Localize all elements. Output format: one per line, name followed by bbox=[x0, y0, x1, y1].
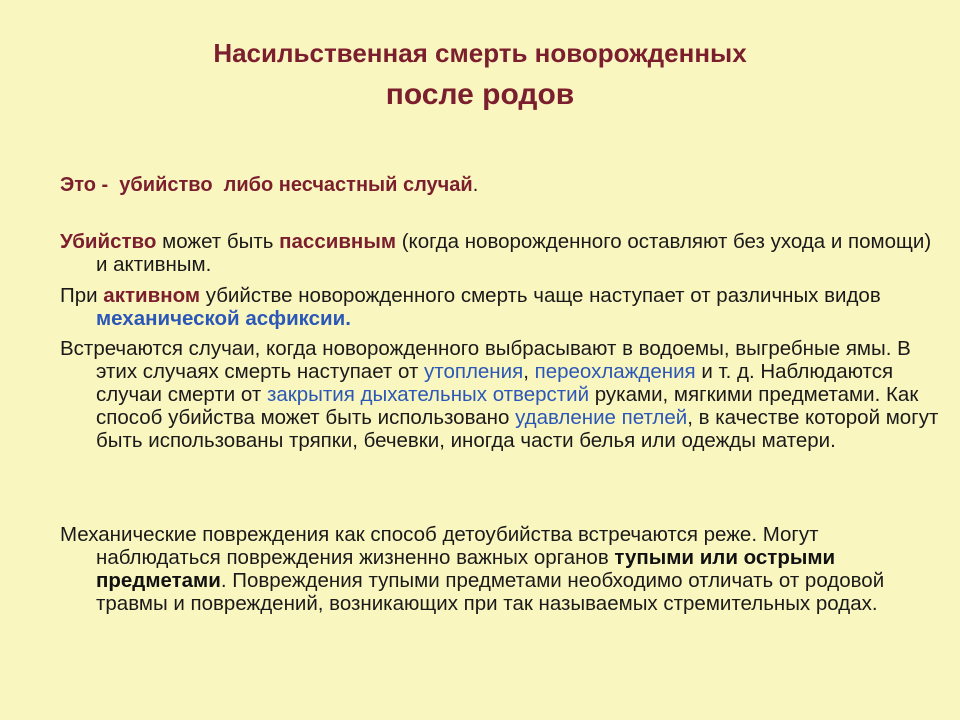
p1-text-a: может быть bbox=[156, 230, 280, 253]
paragraph-mechanical-injuries bbox=[60, 523, 946, 615]
paragraph-passive-active bbox=[60, 230, 946, 276]
term-strangulation: удавление петлей bbox=[515, 406, 688, 429]
intro-text: Это - убийство либо несчастный случай bbox=[60, 174, 473, 196]
p2-text-b: убийстве новорожденного смерть чаще наступает от различных видов bbox=[200, 284, 881, 307]
term-passive: пассивным bbox=[279, 230, 396, 253]
intro-line bbox=[60, 174, 478, 197]
p3-text-c: и т. д. Наблюдаются случаи смерти от bbox=[96, 360, 894, 406]
slide-title-line2: после родов bbox=[385, 78, 575, 111]
term-hypothermia: переохлаждения bbox=[534, 360, 696, 383]
term-active: активном bbox=[103, 284, 201, 307]
p2-text-a: При bbox=[60, 284, 104, 307]
p3-text-b: , bbox=[523, 360, 535, 383]
term-murder: Убийство bbox=[60, 230, 157, 253]
term-blunt-sharp-objects: тупыми или острыми предметами bbox=[96, 546, 836, 592]
p3-text-a: Встречаются случаи, когда новорожденного выбрасывают в водоемы, выгребные ямы. В этих случаях смерть наступает от bbox=[60, 337, 911, 383]
p3-text-e: , в качестве которой могут быть использованы тряпки, бечевки, иногда части белья или одежды матери. bbox=[96, 406, 939, 452]
p4-text-a: Механические повреждения как способ детоубийства встречаются реже. Могут наблюдаться повреждения жизненно важных органов bbox=[60, 523, 819, 569]
paragraph-active-asphyxia bbox=[60, 284, 946, 330]
slide-title-line1: Насильственная смерть новорожденных bbox=[213, 38, 747, 68]
term-mechanical-asphyxia: механической асфиксии. bbox=[96, 307, 351, 330]
p4-text-b: . Повреждения тупыми предметами необходимо отличать от родовой травмы и повреждений, возникающих при так называемых стремительных родах. bbox=[96, 569, 885, 615]
intro-dot: . bbox=[472, 174, 479, 196]
paragraph-cases bbox=[60, 337, 946, 452]
term-airway-closure: закрытия дыхательных отверстий bbox=[266, 383, 590, 406]
p1-text-b: (когда новорожденного оставляют без ухода и помощи) и активным. bbox=[96, 230, 932, 276]
p3-text-d: руками, мягкими предметами. Как способ убийства может быть использовано bbox=[96, 383, 919, 429]
term-drowning: утопления bbox=[424, 360, 524, 383]
